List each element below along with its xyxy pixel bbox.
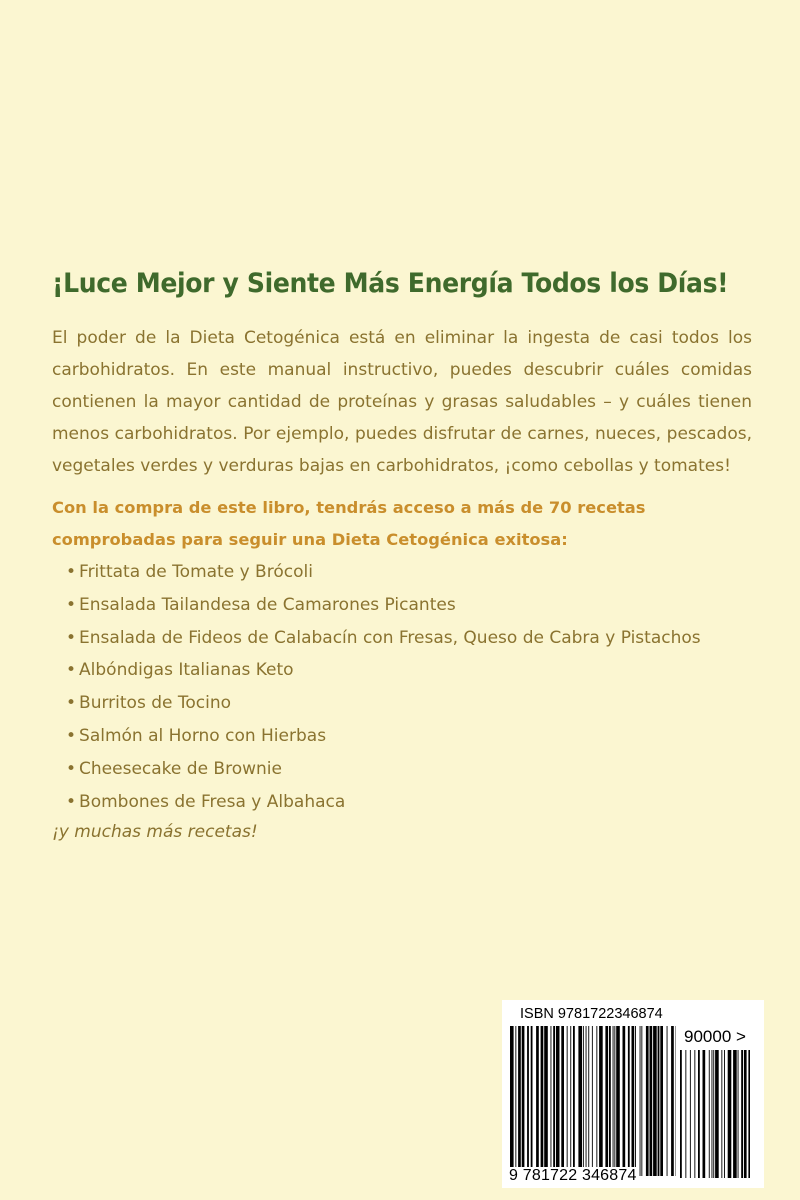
barcode-bar — [531, 1026, 533, 1176]
barcode-bar — [596, 1026, 597, 1176]
barcode-bar — [632, 1026, 635, 1176]
bullet-icon: • — [66, 758, 77, 779]
barcode-bar — [556, 1026, 560, 1176]
barcode-bar — [646, 1026, 649, 1176]
back-cover-title: ¡Luce Mejor y Siente Más Energía Todos los Días! — [52, 268, 729, 299]
barcode-bar — [613, 1026, 614, 1176]
barcode-bar — [635, 1026, 636, 1176]
barcode-bar — [527, 1026, 529, 1176]
barcode-bar — [698, 1050, 700, 1178]
barcode-bar — [650, 1026, 653, 1176]
bullet-icon: • — [66, 594, 77, 615]
barcode-bar — [599, 1026, 603, 1176]
isbn-barcode — [502, 1000, 764, 1188]
recipe-label: Cheesecake de Brownie — [79, 758, 282, 779]
barcode-bar — [694, 1050, 695, 1178]
price-code-bars — [680, 1050, 750, 1178]
barcode-bar — [522, 1026, 525, 1176]
barcode-bar — [614, 1026, 615, 1176]
barcode-bar — [712, 1050, 713, 1178]
barcode-bar — [667, 1026, 668, 1176]
barcode-bar — [570, 1026, 571, 1176]
recipe-label: Salmón al Horno con Hierbas — [79, 725, 327, 746]
intro-paragraph: El poder de la Dieta Cetogénica está en eliminar la ingesta de casi todos los carbohidratos. En este manual instructivo, puedes descubrir cuáles comidas contienen la mayor cantidad de proteínas y grasas saludables – y cuáles tienen menos carbohidratos. Por ejemplo, puedes disfrutar de carnes, nueces, pescados, vegetales verdes y verduras bajas en carbohidratos, ¡como cebollas y tomates! — [52, 328, 752, 476]
recipe-list — [66, 556, 701, 818]
recipe-label: Ensalada de Fideos de Calabacín con Fresas, Queso de Cabra y Pistachos — [79, 627, 701, 648]
barcode-bar — [561, 1026, 564, 1176]
barcode-bar — [616, 1026, 620, 1176]
recipe-label: Bombones de Fresa y Albahaca — [79, 791, 346, 812]
barcode-bar — [685, 1050, 686, 1178]
recipe-item — [66, 720, 701, 753]
barcode-bar — [748, 1050, 750, 1178]
recipe-item — [66, 687, 701, 720]
barcode-bar — [573, 1026, 575, 1176]
recipe-label: Albóndigas Italianas Keto — [79, 660, 294, 681]
barcode-bar — [628, 1026, 630, 1176]
recipe-item — [66, 654, 701, 687]
barcode-bar — [536, 1026, 539, 1176]
recipe-label: Burritos de Tocino — [79, 693, 231, 714]
isbn-label: ISBN 9781722346874 — [520, 1006, 663, 1022]
barcode-bar — [738, 1050, 739, 1178]
closing-note: ¡y muchas más recetas! — [52, 822, 258, 842]
barcode-bar — [605, 1026, 608, 1176]
barcode-bar — [671, 1026, 674, 1176]
recipe-item — [66, 786, 701, 819]
recipe-item — [66, 753, 701, 786]
recipe-label: Ensalada Tailandesa de Camarones Picantes — [79, 594, 456, 615]
recipe-item — [66, 589, 701, 622]
barcode-bar — [724, 1050, 725, 1178]
barcode-bar — [583, 1026, 584, 1176]
barcode-bar — [744, 1050, 747, 1178]
bullet-icon: • — [66, 627, 77, 648]
barcode-bars — [510, 1026, 676, 1176]
barcode-bar — [741, 1050, 743, 1178]
barcode-bar — [721, 1050, 722, 1178]
bullet-icon: • — [66, 562, 77, 582]
barcode-digits: 9 781722 346874 — [509, 1167, 637, 1184]
barcode-bar — [578, 1026, 582, 1176]
barcode-bar — [541, 1026, 544, 1176]
barcode-bar — [544, 1026, 548, 1176]
recipe-item — [66, 556, 701, 589]
bullet-icon: • — [66, 660, 77, 681]
barcode-bar — [553, 1026, 555, 1176]
barcode-bar — [680, 1050, 682, 1178]
price-code: 90000 > — [684, 1027, 746, 1046]
barcode-bar — [713, 1050, 714, 1178]
barcode-bar — [660, 1026, 663, 1176]
recipe-item — [66, 622, 701, 655]
offer-statement: Con la compra de este libro, tendrás acceso a más de 70 recetas comprobadas para seguir una Dieta Cetogénica exitosa: — [52, 498, 646, 549]
barcode-bar — [515, 1026, 516, 1176]
barcode-bar — [733, 1050, 737, 1178]
barcode-bar — [640, 1026, 641, 1176]
barcode-bar — [653, 1026, 657, 1176]
bullet-icon: • — [66, 791, 77, 812]
barcode-bar — [709, 1050, 710, 1178]
recipe-label: Frittata de Tomate y Brócoli — [79, 562, 313, 582]
barcode-bar — [518, 1026, 521, 1176]
bullet-icon: • — [66, 725, 77, 746]
barcode-bar — [728, 1050, 732, 1178]
barcode-bar — [715, 1050, 719, 1178]
barcode-bar — [586, 1026, 587, 1176]
barcode-bar — [510, 1026, 514, 1176]
barcode-bar — [703, 1050, 706, 1178]
barcode-bar — [551, 1026, 552, 1176]
barcode-bar — [609, 1026, 611, 1176]
bullet-icon: • — [66, 693, 77, 714]
barcode-bar — [623, 1026, 626, 1176]
barcode-bar — [592, 1026, 593, 1176]
barcode-bar — [658, 1026, 660, 1176]
barcode-bar — [588, 1026, 589, 1176]
barcode-bar — [567, 1026, 568, 1176]
barcode-bar — [690, 1050, 691, 1178]
barcode-bar — [641, 1026, 642, 1176]
